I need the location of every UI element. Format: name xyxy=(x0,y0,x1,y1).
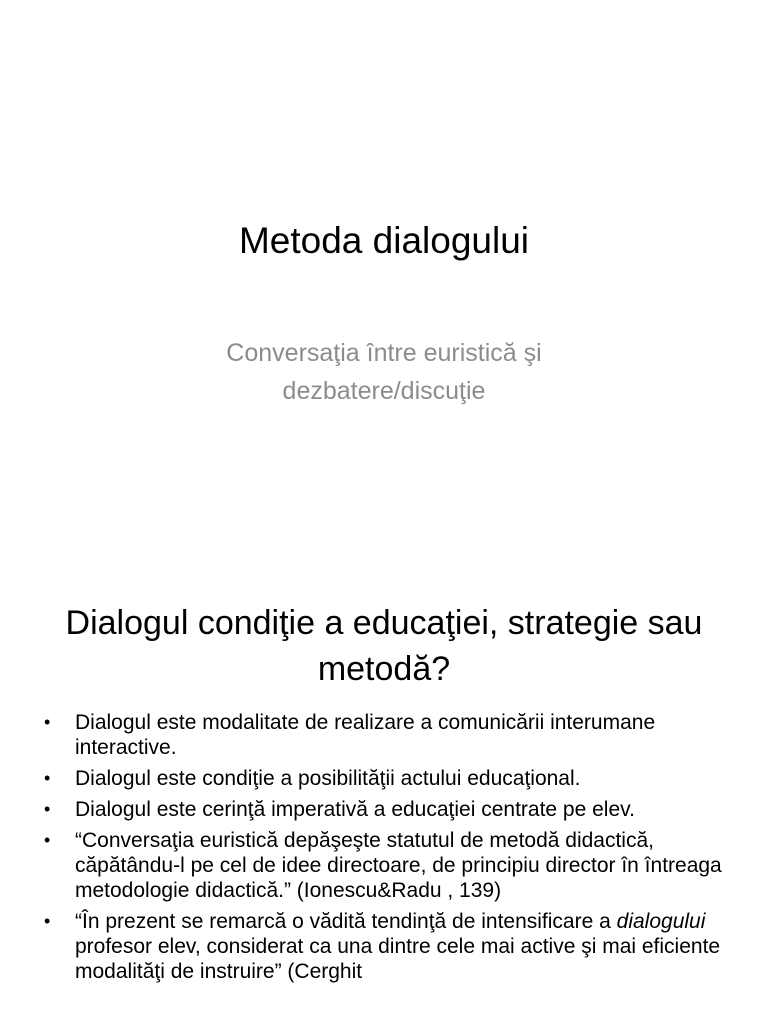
bullet-item xyxy=(40,909,730,984)
bullet-text: “Conversaţia euristică depăşeşte statutul de metodă didactică, căpătându-l pe cel de idee directoare, de principiu director în întreaga metodologie didactică.” (Ionescu&Radu , 139) xyxy=(75,829,722,902)
bullet-text: Dialogul este modalitate de realizare a comunicării interumane interactive. xyxy=(75,711,656,759)
bullet-item xyxy=(40,766,730,791)
bullet-marker-icon: • xyxy=(44,830,51,850)
bullet-item xyxy=(40,828,730,903)
bullet-marker-icon: • xyxy=(44,712,51,732)
bullet-item xyxy=(40,710,730,760)
bullet-marker-icon: • xyxy=(44,799,51,819)
bullet-text-before: “În prezent se remarcă o vădită tendinţă de intensificare a xyxy=(75,910,617,933)
bullet-marker-icon: • xyxy=(44,768,51,788)
slide-title: Metoda dialogului xyxy=(238,220,530,261)
bullet-list xyxy=(40,710,730,990)
content-slide-title: Dialogul condiţie a educaţiei, strategie sau metodă? xyxy=(65,604,703,688)
bullet-text: Dialogul este cerinţă imperativă a educaţiei centrate pe elev. xyxy=(75,798,635,821)
slide-subtitle: Conversaţia între euristică şi dezbatere/discuţie xyxy=(226,339,542,405)
bullet-text-after: profesor elev, considerat ca una dintre cele mai active şi mai eficiente modalităţi de instruire” (Cerghit xyxy=(75,935,721,983)
bullet-text-emphasis: dialogului xyxy=(616,910,706,933)
bullet-marker-icon: • xyxy=(44,911,51,931)
bullet-item xyxy=(40,797,730,822)
bullet-text: Dialogul este condiţie a posibilităţii actului educaţional. xyxy=(75,767,581,790)
content-slide xyxy=(0,576,768,1024)
